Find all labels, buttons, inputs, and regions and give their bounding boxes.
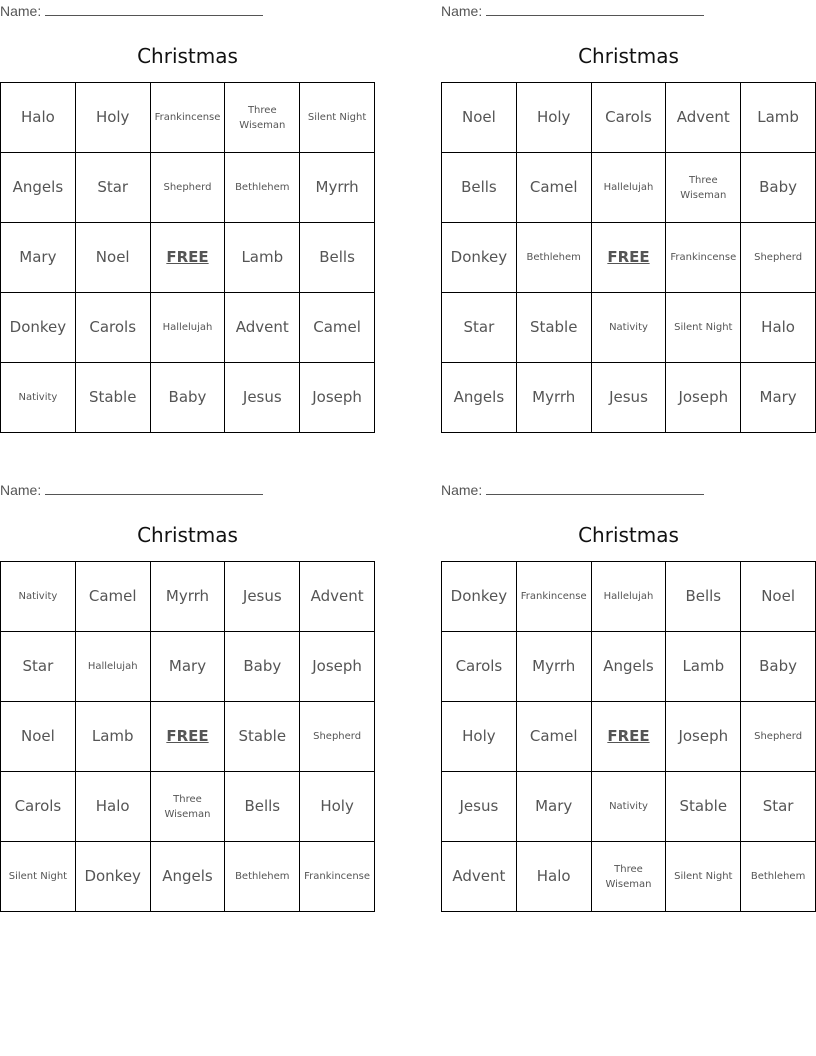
bingo-cell: Carols bbox=[75, 293, 150, 363]
name-field bbox=[441, 480, 816, 500]
bingo-cell: Donkey bbox=[1, 293, 76, 363]
bingo-cell: Angels bbox=[150, 842, 225, 912]
name-label: Name: bbox=[441, 482, 483, 498]
bingo-cell: Shepherd bbox=[741, 223, 816, 293]
bingo-cell: Bethlehem bbox=[225, 153, 300, 223]
bingo-cell: Halo bbox=[1, 83, 76, 153]
bingo-cell: Nativity bbox=[1, 562, 76, 632]
bingo-cell: Bethlehem bbox=[741, 842, 816, 912]
bingo-cell: Bells bbox=[225, 772, 300, 842]
bingo-cell: Mary bbox=[741, 363, 816, 433]
bingo-cell: Mary bbox=[1, 223, 76, 293]
bingo-cell: Hallelujah bbox=[75, 632, 150, 702]
bingo-cell: Carols bbox=[442, 632, 517, 702]
bingo-cell: Bells bbox=[442, 153, 517, 223]
bingo-cell: Angels bbox=[591, 632, 666, 702]
bingo-cell: Noel bbox=[442, 83, 517, 153]
bingo-cell: Noel bbox=[741, 562, 816, 632]
bingo-cell: Bethlehem bbox=[516, 223, 591, 293]
free-cell: FREE bbox=[150, 702, 225, 772]
bingo-cell: Silent Night bbox=[666, 842, 741, 912]
bingo-card bbox=[441, 0, 816, 433]
bingo-cell: Donkey bbox=[75, 842, 150, 912]
grid-row bbox=[1, 702, 375, 772]
bingo-cell: Three Wiseman bbox=[666, 153, 741, 223]
bingo-cell: Three Wiseman bbox=[150, 772, 225, 842]
name-line bbox=[45, 1, 263, 16]
bingo-cell: Frankincense bbox=[150, 83, 225, 153]
name-line bbox=[486, 1, 704, 16]
bingo-cell: Nativity bbox=[591, 772, 666, 842]
bingo-cell: Stable bbox=[225, 702, 300, 772]
bingo-cell: Carols bbox=[591, 83, 666, 153]
bingo-cell: Advent bbox=[300, 562, 375, 632]
card-title: Christmas bbox=[578, 523, 679, 547]
bingo-cell: Lamb bbox=[741, 83, 816, 153]
bingo-cell: Silent Night bbox=[300, 83, 375, 153]
card-title: Christmas bbox=[137, 44, 238, 68]
name-label: Name: bbox=[441, 3, 483, 19]
free-cell: FREE bbox=[591, 702, 666, 772]
name-field bbox=[0, 1, 375, 21]
bingo-cell: Lamb bbox=[75, 702, 150, 772]
bingo-cell: Hallelujah bbox=[150, 293, 225, 363]
bingo-cell: Myrrh bbox=[150, 562, 225, 632]
bingo-cell: Noel bbox=[1, 702, 76, 772]
bingo-cell: Camel bbox=[516, 702, 591, 772]
bingo-cell: Baby bbox=[150, 363, 225, 433]
grid-row bbox=[442, 562, 816, 632]
bingo-cell: Silent Night bbox=[666, 293, 741, 363]
bingo-cell: Nativity bbox=[591, 293, 666, 363]
bingo-cell: Jesus bbox=[225, 363, 300, 433]
bingo-cell: Hallelujah bbox=[591, 153, 666, 223]
bingo-cell: Myrrh bbox=[516, 632, 591, 702]
grid-row bbox=[442, 363, 816, 433]
grid-row bbox=[1, 293, 375, 363]
bingo-cell: Joseph bbox=[300, 363, 375, 433]
bingo-cell: Camel bbox=[300, 293, 375, 363]
grid-row bbox=[1, 153, 375, 223]
bingo-cell: Advent bbox=[225, 293, 300, 363]
bingo-cell: Joseph bbox=[666, 363, 741, 433]
name-line bbox=[486, 480, 704, 495]
bingo-cell: Holy bbox=[442, 702, 517, 772]
bingo-card bbox=[0, 0, 375, 433]
name-field bbox=[441, 1, 816, 21]
bingo-cell: Myrrh bbox=[516, 363, 591, 433]
name-line bbox=[45, 480, 263, 495]
bingo-grid bbox=[0, 561, 375, 912]
bingo-cell: Star bbox=[741, 772, 816, 842]
bingo-cell: Noel bbox=[75, 223, 150, 293]
name-label: Name: bbox=[0, 482, 42, 498]
bingo-cell: Advent bbox=[666, 83, 741, 153]
bingo-cell: Angels bbox=[1, 153, 76, 223]
bingo-cell: Bells bbox=[300, 223, 375, 293]
bingo-cell: Star bbox=[75, 153, 150, 223]
bingo-cell: Holy bbox=[300, 772, 375, 842]
bingo-cell: Shepherd bbox=[300, 702, 375, 772]
free-cell: FREE bbox=[591, 223, 666, 293]
bingo-grid bbox=[441, 82, 816, 433]
bingo-cell: Frankincense bbox=[666, 223, 741, 293]
bingo-cell: Donkey bbox=[442, 223, 517, 293]
bingo-cell: Three Wiseman bbox=[591, 842, 666, 912]
bingo-cell: Shepherd bbox=[150, 153, 225, 223]
bingo-cell: Jesus bbox=[442, 772, 517, 842]
grid-row bbox=[1, 223, 375, 293]
card-title: Christmas bbox=[578, 44, 679, 68]
bingo-cell: Stable bbox=[516, 293, 591, 363]
bingo-grid bbox=[0, 82, 375, 433]
bingo-cell: Hallelujah bbox=[591, 562, 666, 632]
bingo-cell: Nativity bbox=[1, 363, 76, 433]
bingo-cell: Halo bbox=[741, 293, 816, 363]
grid-row bbox=[442, 83, 816, 153]
bingo-cell: Star bbox=[442, 293, 517, 363]
grid-row bbox=[1, 842, 375, 912]
bingo-cell: Halo bbox=[516, 842, 591, 912]
grid-row bbox=[442, 632, 816, 702]
grid-row bbox=[1, 632, 375, 702]
bingo-cell: Shepherd bbox=[741, 702, 816, 772]
bingo-cell: Advent bbox=[442, 842, 517, 912]
bingo-cell: Halo bbox=[75, 772, 150, 842]
bingo-cell: Frankincense bbox=[300, 842, 375, 912]
bingo-cell: Stable bbox=[666, 772, 741, 842]
bingo-cell: Star bbox=[1, 632, 76, 702]
bingo-cell: Bethlehem bbox=[225, 842, 300, 912]
bingo-card bbox=[441, 479, 816, 912]
bingo-cell: Baby bbox=[741, 632, 816, 702]
bingo-cell: Camel bbox=[516, 153, 591, 223]
bingo-cell: Camel bbox=[75, 562, 150, 632]
grid-row bbox=[442, 153, 816, 223]
bingo-cell: Donkey bbox=[442, 562, 517, 632]
bingo-grid bbox=[441, 561, 816, 912]
bingo-cell: Angels bbox=[442, 363, 517, 433]
bingo-cell: Three Wiseman bbox=[225, 83, 300, 153]
bingo-cell: Lamb bbox=[225, 223, 300, 293]
bingo-cell: Holy bbox=[75, 83, 150, 153]
bingo-cell: Joseph bbox=[300, 632, 375, 702]
grid-row bbox=[442, 223, 816, 293]
card-title: Christmas bbox=[137, 523, 238, 547]
grid-row bbox=[442, 772, 816, 842]
grid-row bbox=[442, 702, 816, 772]
grid-row bbox=[1, 562, 375, 632]
bingo-cell: Mary bbox=[516, 772, 591, 842]
name-label: Name: bbox=[0, 3, 42, 19]
grid-row bbox=[442, 293, 816, 363]
bingo-cell: Carols bbox=[1, 772, 76, 842]
bingo-card bbox=[0, 479, 375, 912]
grid-row bbox=[1, 363, 375, 433]
bingo-cell: Silent Night bbox=[1, 842, 76, 912]
grid-row bbox=[1, 83, 375, 153]
bingo-cell: Frankincense bbox=[516, 562, 591, 632]
grid-row bbox=[1, 772, 375, 842]
bingo-cell: Holy bbox=[516, 83, 591, 153]
bingo-cell: Bells bbox=[666, 562, 741, 632]
bingo-cell: Stable bbox=[75, 363, 150, 433]
bingo-cell: Joseph bbox=[666, 702, 741, 772]
bingo-cell: Jesus bbox=[225, 562, 300, 632]
grid-row bbox=[442, 842, 816, 912]
bingo-cell: Mary bbox=[150, 632, 225, 702]
name-field bbox=[0, 480, 375, 500]
bingo-cell: Lamb bbox=[666, 632, 741, 702]
bingo-cell: Baby bbox=[741, 153, 816, 223]
bingo-cell: Jesus bbox=[591, 363, 666, 433]
free-cell: FREE bbox=[150, 223, 225, 293]
bingo-cell: Baby bbox=[225, 632, 300, 702]
bingo-cell: Myrrh bbox=[300, 153, 375, 223]
